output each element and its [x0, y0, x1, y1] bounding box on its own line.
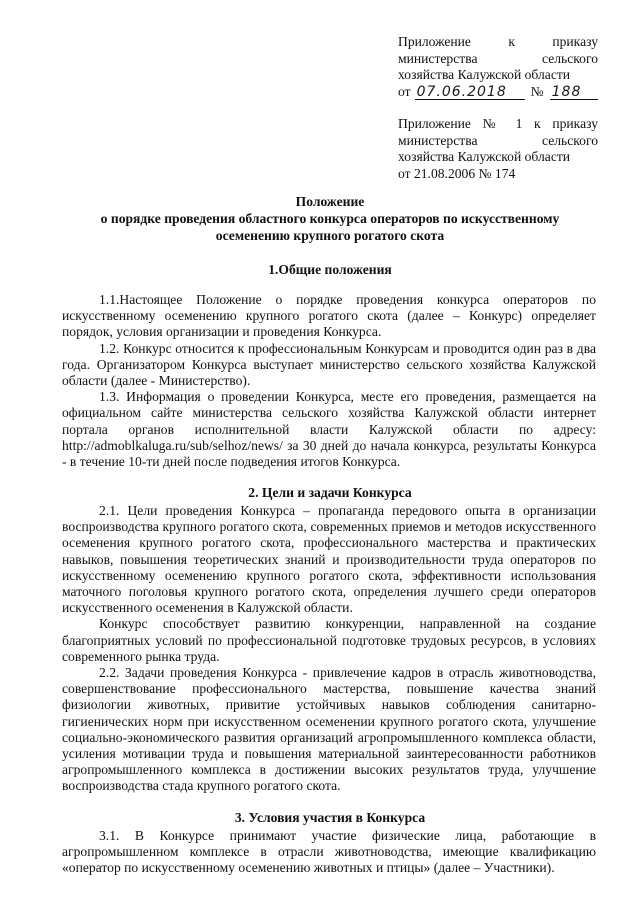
header-line-2: министерства сельского [398, 50, 598, 66]
section-heading-1: 1.Общие положения [268, 262, 392, 277]
section-heading-3: 3. Условия участия в Конкурса [234, 810, 426, 825]
document-title [60, 193, 600, 244]
header-line-3: хозяйства Калужской области [398, 67, 571, 82]
header2-line-3: хозяйства Калужской области [398, 149, 571, 164]
header-line-1: Приложение к приказу [398, 34, 598, 49]
handwritten-number: 188 [550, 85, 598, 100]
header2-line-1: Приложение № 1 к приказу [398, 116, 598, 131]
paragraph: 2.2. Задачи проведения Конкурса - привлечение кадров в отрасль животноводства, совершенствование профессионального мастерства, повышение качества знаний физиологии животных, привитие устойчивых навыков соблюдения санитарно-гигиенических норм при искусственном осеменении крупного рогатого скота, улучшение социально-экономического развития организаций агропромышленного комплекса области, усиления мотивации труда и повышения материальной заинтересованности работников агропромышленного комплекса в достижении высоких результатов труда, улучшение воспроизводства стада крупного рогатого скота. [62, 665, 596, 794]
title-line-1: Положение [295, 194, 365, 209]
paragraph: 3.1. В Конкурсе принимают участие физические лица, работающие в агропромышленном комплексе в отрасли животноводства, имеющие квалификацию «оператор по искусственному осеменению животных и птицы» (далее – Участники). [62, 828, 596, 876]
paragraph: 2.1. Цели проведения Конкурса – пропаганда передового опыта в организации воспроизводства крупного рогатого скота, современных приемов и методов искусственного осеменения крупного рогатого скота, профессионального мастерства и практических навыков, повышения теоретических знаний и производительности труда операторов по искусственному осеменению крупного рогатого скота, эффективности использования маточного поголовья крупного рогатого скота, определения лучшего среди операторов искусственного осеменения в Калужской области. [62, 503, 596, 616]
paragraph: Конкурс способствует развитию конкуренции, направленной на создание благоприятных условий по профессиональной подготовке трудовых ресурсов, в условиях современного рынка труда. [62, 616, 596, 664]
title-line-3: осеменению крупного рогатого скота [215, 228, 445, 243]
handwritten-date: 07.06.2018 [415, 85, 525, 100]
order-date-row [398, 84, 598, 101]
header2-line-2: министерства сельского [398, 132, 598, 148]
section-3-body [62, 828, 596, 877]
order-appendix-header [398, 34, 598, 100]
section-1-body [62, 292, 596, 470]
original-order-header [398, 116, 598, 182]
number-prefix: № [530, 83, 544, 99]
section-heading-2: 2. Цели и задачи Конкурса [248, 485, 412, 500]
header2-line-4: от 21.08.2006 № 174 [398, 165, 516, 181]
section-2-body [62, 503, 596, 795]
paragraph: 1.3. Информация о проведении Конкурса, месте его проведения, размещается на официальном сайте министерства сельского хозяйства Калужской области интернет портала органов исполнительной власти Калужской области по адресу: http://admoblkaluga.ru/sub/selhoz/news/ за 30 дней до начала конкурса, результаты Конкурса - в течение 10-ти дней после подведения итогов Конкурса. [62, 389, 596, 470]
paragraph: 1.2. Конкурс относится к профессиональным Конкурсам и проводится один раз в два года. Организатором Конкурса выступает министерство сельского хозяйства Калужской области (далее - Министерство). [62, 340, 596, 389]
title-line-2: о порядке проведения областного конкурса операторов по искусственному [100, 211, 560, 226]
paragraph: 1.1.Настоящее Положение о порядке проведения конкурса операторов по искусственному осеменению крупного рогатого скота (далее – Конкурс) определяет порядок, условия организации и проведения Конкурса. [62, 292, 596, 340]
date-prefix: от [398, 83, 411, 99]
